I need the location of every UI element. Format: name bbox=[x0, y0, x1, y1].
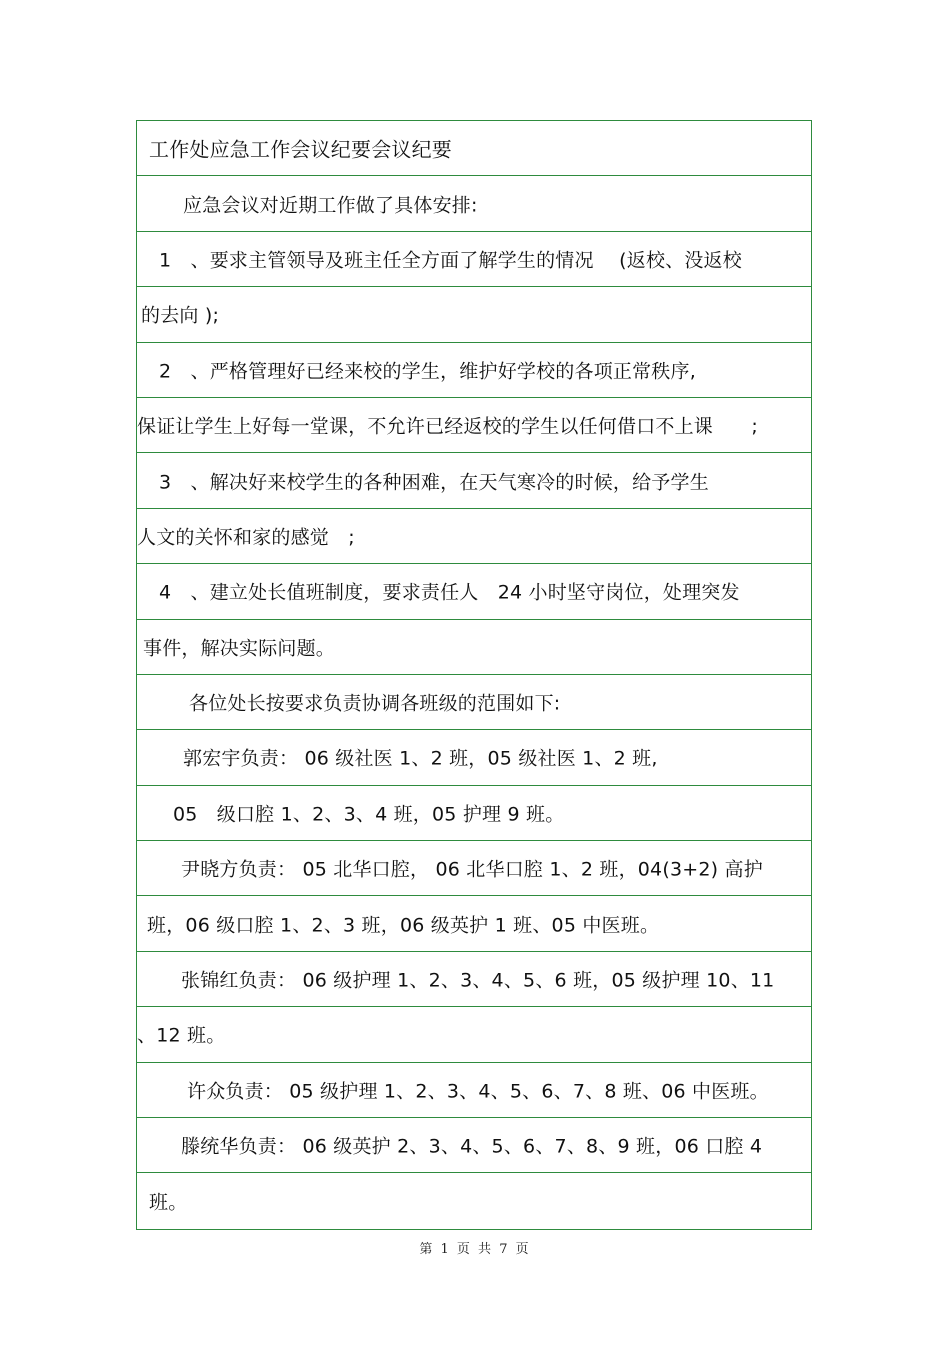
assignment-teng-line-2: 班。 bbox=[149, 1191, 188, 1214]
table-row bbox=[137, 343, 811, 398]
assignment-guo-line-1: 郭宏宇负责： 06 级社医 1、2 班，05 级社医 1、2 班, bbox=[183, 747, 658, 770]
table-row bbox=[137, 620, 811, 675]
table-row bbox=[137, 121, 811, 176]
table-row bbox=[137, 564, 811, 619]
assignment-intro: 各位处长按要求负责协调各班级的范围如下: bbox=[189, 692, 561, 715]
table-row bbox=[137, 398, 811, 453]
table-row bbox=[137, 509, 811, 564]
table-row bbox=[137, 176, 811, 231]
table-row bbox=[137, 730, 811, 785]
table-row bbox=[137, 287, 811, 342]
table-row bbox=[137, 952, 811, 1007]
table-row bbox=[137, 841, 811, 896]
item-3-line-2: 人文的关怀和家的感觉 ; bbox=[137, 526, 355, 549]
assignment-zhang-line-2: 、12 班。 bbox=[137, 1024, 226, 1047]
item-2-line-1: 2 、严格管理好已经来校的学生，维护好学校的各项正常秩序, bbox=[159, 360, 696, 383]
page-number: 第 1 页 共 7 页 bbox=[419, 1242, 531, 1257]
table-row bbox=[137, 786, 811, 841]
table-row bbox=[137, 232, 811, 287]
table-row bbox=[137, 675, 811, 730]
item-1-line-1: 1 、要求主管领导及班主任全方面了解学生的情况 (返校、没返校 bbox=[159, 249, 742, 272]
table-row bbox=[137, 453, 811, 508]
item-3-line-1: 3 、解决好来校学生的各种困难，在天气寒冷的时候，给予学生 bbox=[159, 471, 709, 494]
table-row bbox=[137, 896, 811, 951]
assignment-zhang-line-1: 张锦红负责： 06 级护理 1、2、3、4、5、6 班，05 级护理 10、11 bbox=[181, 969, 775, 992]
assignment-teng-line-1: 滕统华负责： 06 级英护 2、3、4、5、6、7、8、9 班，06 口腔 4 bbox=[181, 1135, 763, 1158]
meeting-minutes-table bbox=[136, 120, 812, 1230]
table-row bbox=[137, 1007, 811, 1062]
assignment-xu: 许众负责： 05 级护理 1、2、3、4、5、6、7、8 班、06 中医班。 bbox=[187, 1080, 769, 1103]
assignment-yin-line-2: 班，06 级口腔 1、2、3 班，06 级英护 1 班、05 中医班。 bbox=[147, 914, 660, 937]
item-4-line-2: 事件，解决实际问题。 bbox=[143, 637, 336, 660]
table-row bbox=[137, 1173, 811, 1228]
intro-text: 应急会议对近期工作做了具体安排: bbox=[183, 194, 478, 217]
item-2-line-2: 保证让学生上好每一堂课，不允许已经返校的学生以任何借口不上课 ; bbox=[137, 415, 759, 438]
assignment-guo-line-2: 05 级口腔 1、2、3、4 班，05 护理 9 班。 bbox=[173, 803, 565, 826]
document-title: 工作处应急工作会议纪要会议纪要 bbox=[149, 137, 452, 162]
table-row bbox=[137, 1063, 811, 1118]
assignment-yin-line-1: 尹晓方负责： 05 北华口腔， 06 北华口腔 1、2 班，04(3+2) 高护 bbox=[181, 858, 763, 881]
item-4-line-1: 4 、建立处长值班制度，要求责任人 24 小时坚守岗位，处理突发 bbox=[159, 581, 740, 604]
table-row bbox=[137, 1118, 811, 1173]
item-1-line-2: 的去向 ); bbox=[141, 304, 220, 327]
